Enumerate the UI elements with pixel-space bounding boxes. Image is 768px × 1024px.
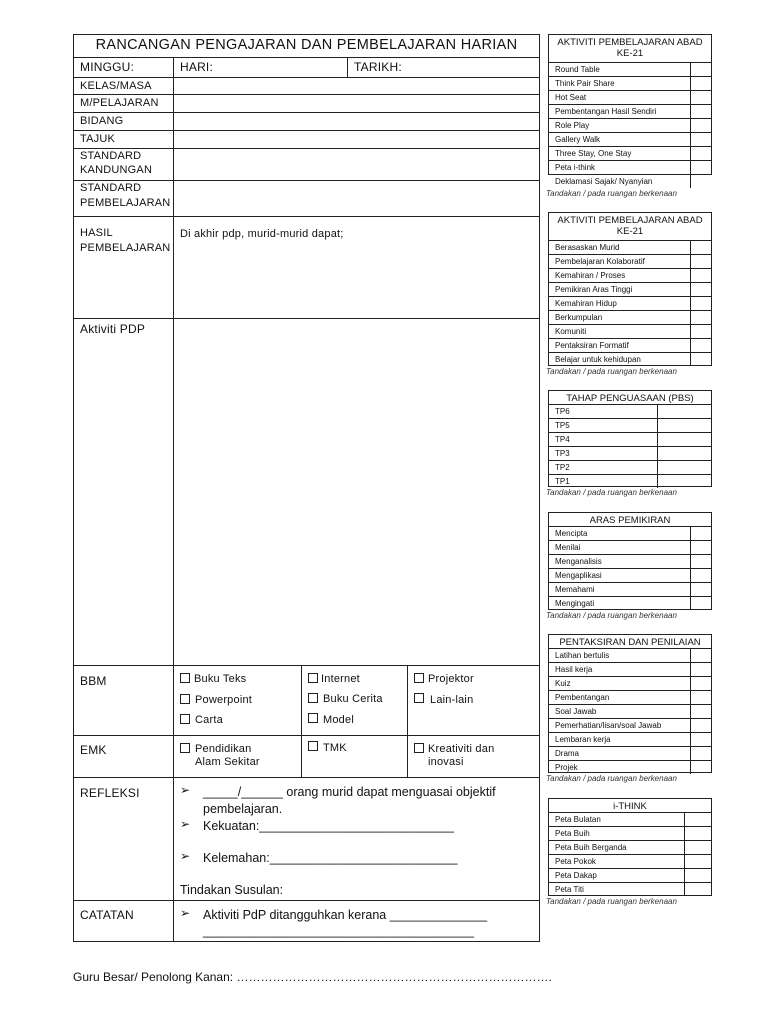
lain-lain-checkbox[interactable] [414, 693, 424, 703]
tick-cell[interactable] [657, 446, 711, 460]
panel-row [549, 526, 711, 540]
panel-row [549, 840, 711, 854]
panel-row-label: Round Table [555, 65, 600, 74]
panel-row [549, 718, 711, 732]
panel-row [549, 268, 711, 282]
tick-cell[interactable] [690, 760, 711, 774]
panel-row-label: Peta Dakap [555, 871, 597, 880]
panel-note: Tandakan / pada ruangan berkenaan [546, 774, 677, 783]
catatan-line-2: _______________________________________ [203, 924, 475, 938]
panel-row [549, 174, 711, 188]
hp-label-1: HASIL [80, 227, 113, 239]
bbm-label: BBM [80, 674, 107, 688]
panel-row [549, 540, 711, 554]
tarikh-label: TARIKH: [354, 60, 402, 74]
panel-row-label: Pemikiran Aras Tinggi [555, 285, 633, 294]
pas-checkbox[interactable] [180, 743, 190, 753]
tick-cell[interactable] [690, 352, 711, 366]
hari-label: HARI: [180, 60, 214, 74]
tick-cell[interactable] [690, 310, 711, 324]
panel-row [549, 662, 711, 676]
panel-title: i-THINK [613, 801, 647, 812]
arrow-bullet-icon: ➢ [180, 849, 191, 863]
panel-row-label: Peta Pokok [555, 857, 596, 866]
panel-row [549, 76, 711, 90]
panel-row [549, 418, 711, 432]
panel-row [549, 90, 711, 104]
panel-row-label: Menilai [555, 543, 581, 552]
aktiviti-label: Aktiviti PDP [80, 322, 146, 336]
panel-row [549, 704, 711, 718]
tick-cell[interactable] [690, 254, 711, 268]
tick-cell[interactable] [690, 160, 711, 174]
tick-cell[interactable] [690, 746, 711, 760]
tick-cell[interactable] [690, 596, 711, 610]
pas-label-1: Pendidikan [195, 743, 252, 755]
sk-label-2: KANDUNGAN [80, 164, 153, 176]
carta-checkbox[interactable] [180, 714, 190, 724]
panel-row-label: Think Pair Share [555, 79, 615, 88]
panel-row [549, 352, 711, 366]
panel-row-label: TP1 [555, 477, 570, 486]
panel-row-label: Pembentangan [555, 693, 610, 702]
panel-row [549, 296, 711, 310]
sp-label-2: PEMBELAJARAN [80, 197, 171, 209]
tick-cell[interactable] [657, 474, 711, 488]
tick-cell[interactable] [690, 568, 711, 582]
panel-row [549, 254, 711, 268]
panel-row [549, 854, 711, 868]
panel-row-label: Pembelajaran Kolaboratif [555, 257, 645, 266]
tick-cell[interactable] [690, 76, 711, 90]
panel-row-label: Three Stay, One Stay [555, 149, 632, 158]
tick-cell[interactable] [684, 812, 711, 826]
panel-row [549, 474, 711, 488]
refleksi-line-1b: pembelajaran. [203, 802, 283, 816]
panel-row-label: Berasaskan Murid [555, 243, 620, 252]
kreativiti-label-1: Kreativiti dan [428, 743, 495, 755]
arrow-bullet-icon: ➢ [180, 783, 191, 797]
panel-title: AKTIVITI PEMBELAJARAN ABAD [557, 215, 703, 226]
panel-row [549, 460, 711, 474]
panel-row [549, 648, 711, 662]
panel-title: KE-21 [616, 226, 644, 237]
powerpoint-label: Powerpoint [195, 694, 253, 706]
tick-cell[interactable] [690, 648, 711, 662]
tick-cell[interactable] [657, 418, 711, 432]
panel-row [549, 690, 711, 704]
carta-label: Carta [195, 714, 223, 726]
panel-row-label: Mencipta [555, 529, 588, 538]
tick-cell[interactable] [690, 132, 711, 146]
panel-row-label: Pembentangan Hasil Sendiri [555, 107, 657, 116]
panel-row-label: Peta i-think [555, 163, 596, 172]
buku-cerita-label: Buku Cerita [323, 693, 383, 705]
model-checkbox[interactable] [308, 713, 318, 723]
tick-cell[interactable] [690, 174, 711, 188]
tick-cell[interactable] [690, 690, 711, 704]
panel-tahap-penguasaan [548, 390, 712, 487]
form-title: RANCANGAN PENGAJARAN DAN PEMBELAJARAN HARIAN [95, 37, 518, 53]
panel-row-label: TP6 [555, 407, 570, 416]
panel-row [549, 132, 711, 146]
panel-pentaksiran [548, 634, 712, 773]
tick-cell[interactable] [690, 118, 711, 132]
tick-cell[interactable] [690, 662, 711, 676]
panel-row-label: Kemahiran Hidup [555, 299, 617, 308]
panel-row [549, 432, 711, 446]
panel-abad-21-activities [548, 34, 712, 186]
panel-note: Tandakan / pada ruangan berkenaan [546, 611, 677, 620]
hp-text: Di akhir pdp, murid-murid dapat; [180, 228, 344, 240]
panel-row [549, 554, 711, 568]
panel-title: ARAS PEMIKIRAN [589, 515, 671, 526]
panel-row-label: TP3 [555, 449, 570, 458]
tick-cell[interactable] [657, 432, 711, 446]
tick-cell[interactable] [690, 732, 711, 746]
panel-row-label: Berkumpulan [555, 313, 603, 322]
projektor-label: Projektor [428, 673, 474, 685]
pas-label-2: Alam Sekitar [195, 756, 260, 768]
panel-row-label: Deklamasi Sajak/ Nyanyian [555, 177, 653, 186]
kreativiti-checkbox[interactable] [414, 743, 424, 753]
panel-row [549, 676, 711, 690]
panel-row-label: Role Play [555, 121, 590, 130]
tick-cell[interactable] [690, 582, 711, 596]
panel-row-label: Drama [555, 749, 580, 758]
panel-abad-21-elements [548, 212, 712, 366]
projektor-checkbox[interactable] [414, 673, 424, 683]
panel-note: Tandakan / pada ruangan berkenaan [546, 189, 677, 198]
tick-cell[interactable] [684, 882, 711, 896]
panel-row [549, 404, 711, 418]
tick-cell[interactable] [684, 826, 711, 840]
arrow-bullet-icon: ➢ [180, 817, 191, 831]
sk-label-1: STANDARD [80, 150, 142, 162]
tick-cell[interactable] [684, 840, 711, 854]
panel-note: Tandakan / pada ruangan berkenaan [546, 367, 677, 376]
panel-row [549, 812, 711, 826]
tick-cell[interactable] [690, 540, 711, 554]
panel-row-label: TP4 [555, 435, 570, 444]
panel-row [549, 746, 711, 760]
buku-cerita-checkbox[interactable] [308, 693, 318, 703]
tick-cell[interactable] [690, 282, 711, 296]
panel-row-label: Mengaplikasi [555, 571, 602, 580]
panel-row-label: Hot Seat [555, 93, 587, 102]
tick-cell[interactable] [690, 338, 711, 352]
panel-row-label: Lembaran kerja [555, 735, 611, 744]
panel-row [549, 826, 711, 840]
panel-row [549, 160, 711, 174]
panel-row [549, 146, 711, 160]
sp-label-1: STANDARD [80, 182, 142, 194]
panel-row [549, 882, 711, 896]
panel-row-label: Pemerhatian/lisan/soal Jawab [555, 721, 662, 730]
panel-row [549, 282, 711, 296]
refleksi-line-1: _____/______ orang murid dapat menguasai objektif [203, 785, 496, 799]
panel-row-label: Peta Bulatan [555, 815, 601, 824]
buku-teks-label: Buku Teks [194, 673, 247, 685]
panel-row [549, 568, 711, 582]
panel-aras-pemikiran [548, 512, 712, 610]
panel-row-label: Projek [555, 763, 578, 772]
panel-row-label: Peta Buih Berganda [555, 843, 627, 852]
tick-cell[interactable] [657, 404, 711, 418]
tick-cell[interactable] [690, 240, 711, 254]
tick-cell[interactable] [690, 324, 711, 338]
panel-row-label: Komuniti [555, 327, 587, 336]
kelemahan-line: Kelemahan:___________________________ [203, 851, 458, 865]
panel-row [549, 582, 711, 596]
kelas-label: KELAS/MASA [80, 80, 152, 92]
panel-note: Tandakan / pada ruangan berkenaan [546, 897, 677, 906]
panel-row [549, 118, 711, 132]
panel-ithink [548, 798, 712, 896]
tmk-label: TMK [323, 742, 347, 754]
panel-row-label: Peta Buih [555, 829, 590, 838]
tick-cell[interactable] [690, 526, 711, 540]
panel-row-label: Memahami [555, 585, 595, 594]
panel-row [549, 324, 711, 338]
internet-label: Internet [321, 673, 360, 685]
catatan-label: CATATAN [80, 908, 134, 922]
tick-cell[interactable] [657, 460, 711, 474]
panel-row-label: Latihan bertulis [555, 651, 610, 660]
tick-cell[interactable] [684, 868, 711, 882]
bidang-label: BIDANG [80, 115, 124, 127]
tmk-checkbox[interactable] [308, 741, 318, 751]
tick-cell[interactable] [690, 704, 711, 718]
panel-title: KE-21 [616, 48, 644, 59]
emk-label: EMK [80, 743, 107, 757]
tick-cell[interactable] [690, 554, 711, 568]
tindakan-susulan: Tindakan Susulan: [180, 883, 284, 897]
panel-row [549, 240, 711, 254]
panel-note: Tandakan / pada ruangan berkenaan [546, 488, 677, 497]
catatan-line-1: Aktiviti PdP ditangguhkan kerana ______________ [203, 908, 488, 922]
buku-teks-checkbox[interactable] [180, 673, 190, 683]
hp-label-2: PEMBELAJARAN [80, 242, 171, 254]
panel-row-label: TP2 [555, 463, 570, 472]
panel-row [549, 62, 711, 76]
panel-title: AKTIVITI PEMBELAJARAN ABAD [557, 37, 703, 48]
panel-row [549, 338, 711, 352]
panel-row-label: Pentaksiran Formatif [555, 341, 629, 350]
tick-cell[interactable] [690, 268, 711, 282]
tick-cell[interactable] [690, 676, 711, 690]
arrow-bullet-icon: ➢ [180, 906, 191, 920]
panel-row [549, 446, 711, 460]
panel-row-label: Mengingati [555, 599, 595, 608]
tick-cell[interactable] [690, 104, 711, 118]
panel-row-label: Hasil kerja [555, 665, 593, 674]
tick-cell[interactable] [684, 854, 711, 868]
panel-row-label: Belajar untuk kehidupan [555, 355, 641, 364]
tick-cell[interactable] [690, 90, 711, 104]
panel-row-label: Kemahiran / Proses [555, 271, 626, 280]
panel-row [549, 732, 711, 746]
minggu-label: MINGGU: [80, 60, 135, 74]
panel-row-label: TP5 [555, 421, 570, 430]
tick-cell[interactable] [690, 146, 711, 160]
kekuatan-line: Kekuatan:____________________________ [203, 819, 454, 833]
panel-row-label: Menganalisis [555, 557, 602, 566]
tick-cell[interactable] [690, 62, 711, 76]
tajuk-label: TAJUK [80, 133, 116, 145]
footer-signature: Guru Besar/ Penolong Kanan: ……………………………………………………………………. [73, 970, 552, 984]
internet-checkbox[interactable] [308, 673, 318, 683]
powerpoint-checkbox[interactable] [180, 694, 190, 704]
panel-row-label: Gallery Walk [555, 135, 601, 144]
model-label: Model [323, 714, 354, 726]
refleksi-label: REFLEKSI [80, 786, 140, 800]
panel-row [549, 760, 711, 774]
tick-cell[interactable] [690, 296, 711, 310]
panel-row [549, 596, 711, 610]
tick-cell[interactable] [690, 718, 711, 732]
panel-row [549, 104, 711, 118]
lain-lain-label: Lain-lain [430, 694, 474, 706]
panel-row-label: Peta Titi [555, 885, 584, 894]
panel-row-label: Soal Jawab [555, 707, 597, 716]
kreativiti-label-2: inovasi [428, 756, 464, 768]
mapel-label: M/PELAJARAN [80, 97, 159, 109]
panel-row [549, 310, 711, 324]
panel-row [549, 868, 711, 882]
panel-title: TAHAP PENGUASAAN (PBS) [566, 393, 694, 404]
panel-title: PENTAKSIRAN DAN PENILAIAN [559, 637, 701, 648]
panel-row-label: Kuiz [555, 679, 571, 688]
